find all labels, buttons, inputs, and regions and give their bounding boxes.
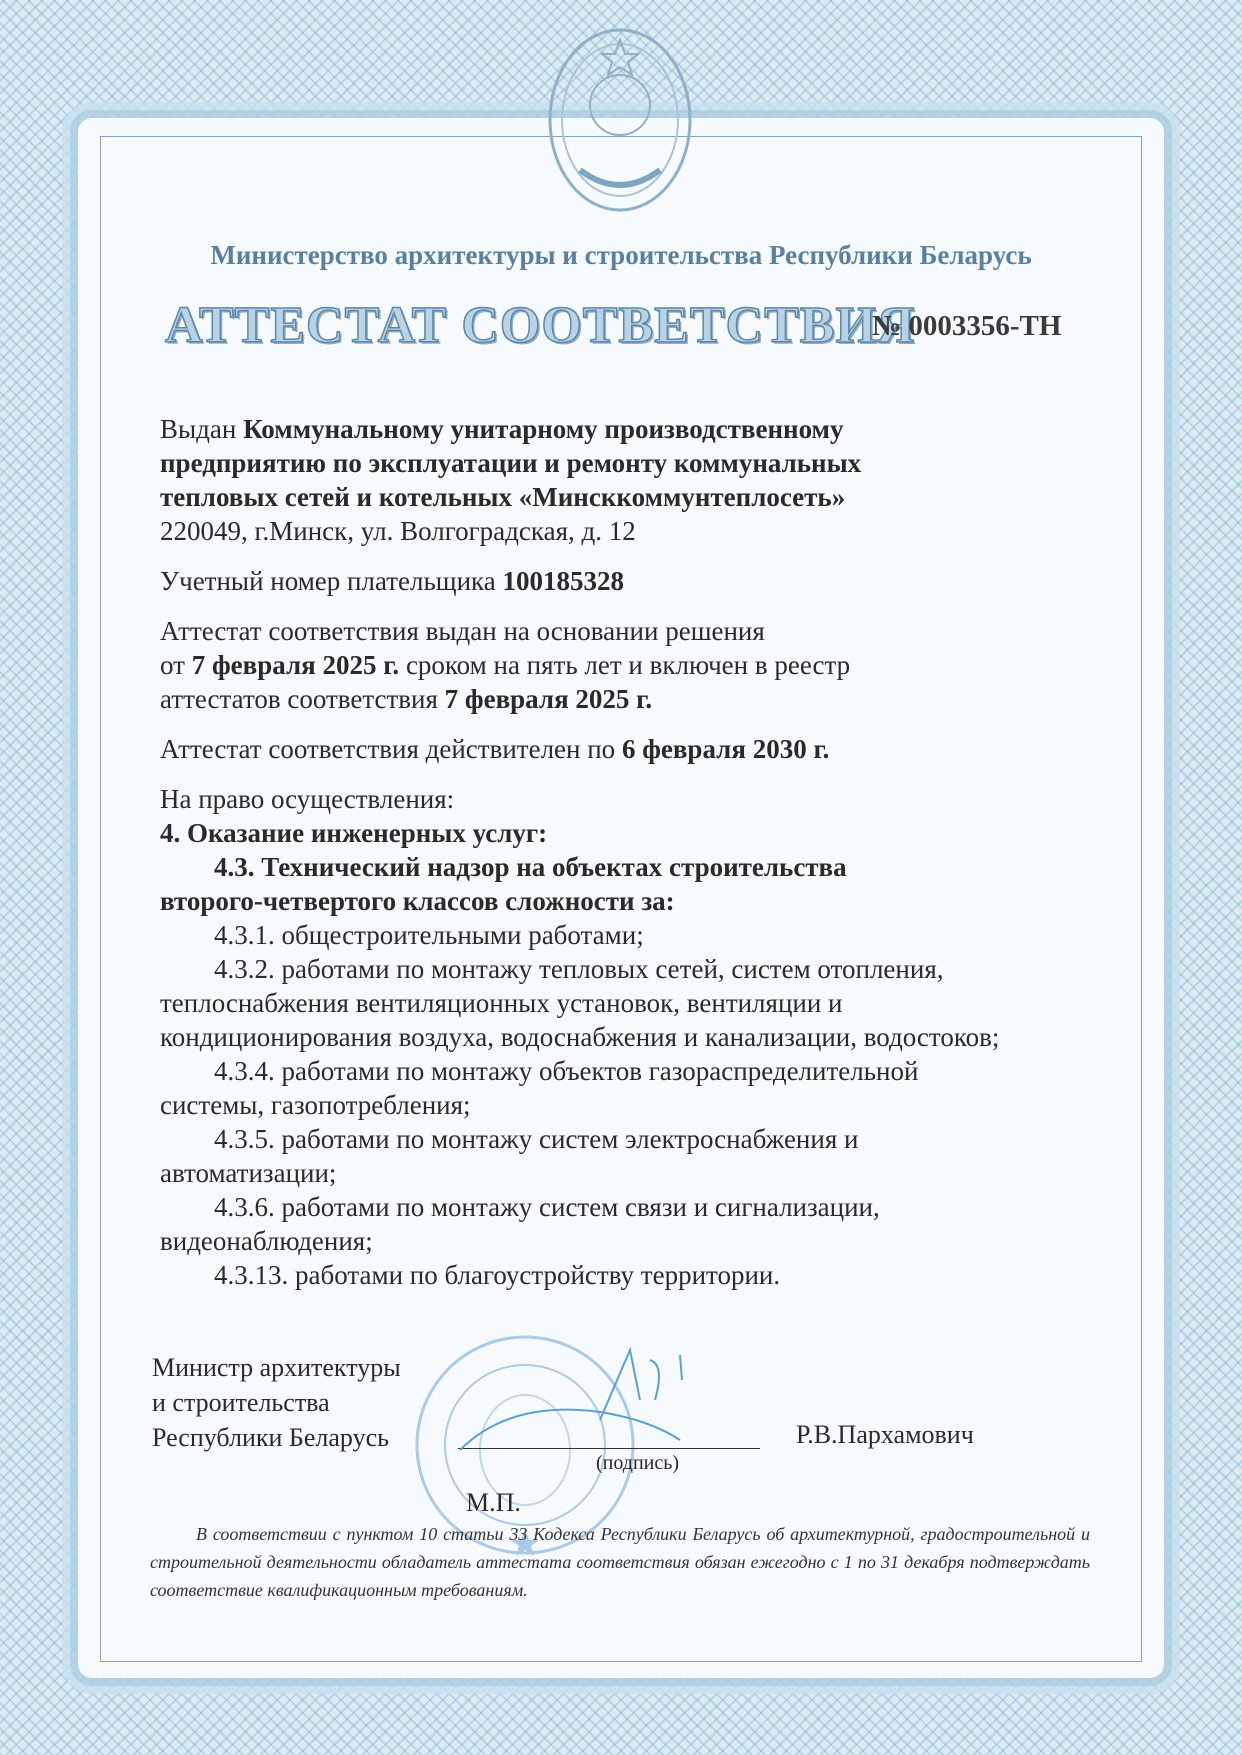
basis-line: аттестатов соответствия 7 февраля 2025 г. <box>160 684 653 714</box>
decision-date: 7 февраля 2025 г. <box>191 650 400 680</box>
scope-item: 4.3.2. работами по монтажу тепловых сетей, систем отопления, <box>214 954 944 984</box>
issued-line: Выдан Коммунальному унитарному производственному <box>160 414 844 444</box>
organization-name: Коммунальному унитарному производственному <box>243 414 844 444</box>
scope-item: системы, газопотребления; <box>160 1090 471 1120</box>
scope-item: 4.3.13. работами по благоустройству территории. <box>214 1260 781 1290</box>
ministry-heading: Министерство архитектуры и строительства Республики Беларусь <box>210 240 1032 270</box>
scope-item: 4.3.1. общестроительными работами; <box>214 920 644 950</box>
legal-note: В соответствии с пунктом 10 статьи 33 Кодекса Республики Беларусь об архитектурной, градостроительной и строительной деятельности обладатель аттестата соответствия обязан ежегодно с 1 по 31 декабря подтверждать соответствие квалификационным требованиям. <box>150 1524 1090 1600</box>
organization-name: предприятию по эксплуатации и ремонту коммунальных <box>160 448 862 478</box>
scope-section: 4. Оказание инженерных услуг: <box>160 818 548 848</box>
scope-subsection: второго-четвертого классов сложности за: <box>160 886 675 916</box>
scope-item: видеонаблюдения; <box>160 1226 373 1256</box>
seal-mark: М.П. <box>466 1488 521 1517</box>
certificate-number: № 0003356-ТН <box>872 310 1062 342</box>
scope-item: 4.3.6. работами по монтажу систем связи и сигнализации, <box>214 1192 880 1222</box>
signatory-position: Министр архитектуры и строительства Республики Беларусь <box>152 1353 401 1452</box>
basis-line: Аттестат соответствия выдан на основании решения <box>160 616 765 646</box>
scope-item: теплоснабжения вентиляционных установок, вентиляции и <box>160 988 843 1018</box>
scope-item: автоматизации; <box>160 1158 337 1188</box>
scope-item: 4.3.4. работами по монтажу объектов газораспределительной <box>214 1056 919 1086</box>
validity-date: 6 февраля 2030 г. <box>621 734 830 764</box>
organization-name: тепловых сетей и котельных «Минсккоммунтеплосеть» <box>160 482 846 512</box>
taxpayer-number: Учетный номер плательщика 100185328 <box>160 566 624 596</box>
organization-address: 220049, г.Минск, ул. Волгоградская, д. 12 <box>160 516 636 546</box>
handwritten-signature <box>450 1340 710 1460</box>
validity-line: Аттестат соответствия действителен по 6 февраля 2030 г. <box>160 734 830 764</box>
registry-date: 7 февраля 2025 г. <box>444 684 653 714</box>
scope-item: 4.3.5. работами по монтажу систем электроснабжения и <box>214 1124 859 1154</box>
state-emblem-icon <box>540 10 700 230</box>
signatory-name: Р.В.Пархамович <box>796 1420 974 1449</box>
document-title: АТТЕСТАТ СООТВЕТСТВИЯ <box>165 297 916 354</box>
certificate-body <box>160 412 1100 1292</box>
scope-intro: На право осуществления: <box>160 784 455 814</box>
scope-subsection: 4.3. Технический надзор на объектах строительства <box>214 852 847 882</box>
scope-list <box>160 918 1100 1292</box>
basis-line: от 7 февраля 2025 г. сроком на пять лет и включен в реестр <box>160 650 851 680</box>
signature-caption: (подпись) <box>596 1452 680 1474</box>
scope-item: кондиционирования воздуха, водоснабжения и канализации, водостоков; <box>160 1022 1000 1052</box>
